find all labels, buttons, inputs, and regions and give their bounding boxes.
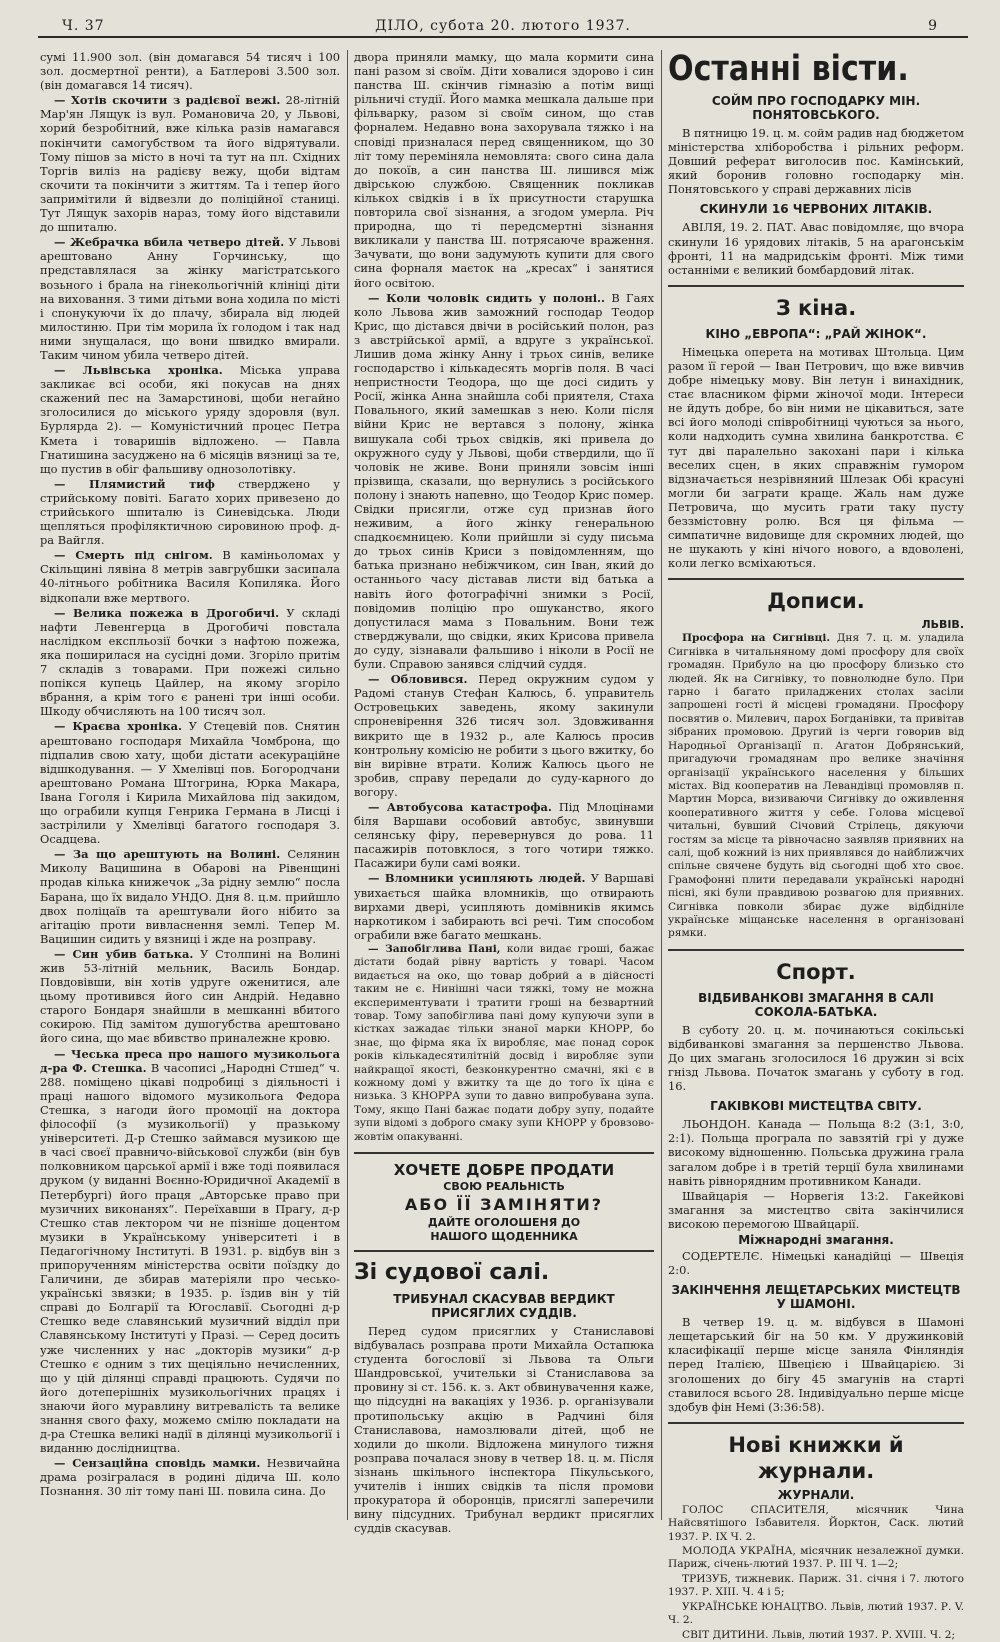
news-item-headline: — Жебрачка вбила четверо дітей.	[54, 235, 285, 250]
news-item-text: Незвичайна драма розігралася в родині дідича Ш. коло Познання. 30 літ тому пані Ш. повила сина. До	[40, 1456, 340, 1499]
news-item-text: коли видає гроші, бажає дістати бодай рівну вартість у товарі. Часом видається на око, що товар добрий а в дійсності таким не є. Нинішні часи тяжкі, тому не можна експериментувати і тратити гроші на безвартний товар. Тому запобіглива пані дому купуючи зупи в кістках зажадає тільки знаної марки КНОРР, бо знає, що фірма яка їх виробляє, має понад сорок років кількадесятилітній досвід і виробляє зупи найкращої якості, безконкурентно смачні, які є в кожному домі у вжитку та ще до того їх ціна є низька. З КНОРРА зупи то давно випробувана зупа. Тому, якщо Пані бажає подати добру зупу, подайте зупи відомі з доброго смаку зупи КНОРР у бровзово-жовтім опакуванні.	[354, 942, 654, 1143]
news-headline-sejm: СОЙМ ПРО ГОСПОДАРКУ МІН. ПОНЯТОВСЬКОГО.	[711, 94, 921, 122]
column-2	[354, 50, 655, 1536]
news-item-text: Міська управа закликає всі особи, які покусав на днях скажений пес на Замарстинові, щоби негайно зголосилися до міського уряду здоровля (вул. Бурлярда 2). — Комуністичний процес Петра Кмета і товаришів відложено. — Павла Гнатишина засуджено на 6 місяців вязниці за те, що пустив в обіг фальшиву однозолотівку.	[40, 363, 341, 476]
news-item-headline: — Вломники усипляють людей.	[368, 871, 586, 886]
sport-hockey-london: ЛЬОНДОН. Канада — Польща 8:2 (3:1, 3:0, 2:1). Польща програла по завзятій грі у дуже високому відношенню. Польська дружина грала загалом добре і в третій терції була хвилинами навіть рівнорядним противником Канади.	[668, 1117, 964, 1188]
sport-section-title: Спорт.	[776, 959, 856, 984]
news-item	[354, 50, 654, 290]
news-item-text: Селянин Миколу Вацишина в Обарові на Рівенщині продав кілька книжечок „За рідну землю“ посла Барана, що їх видало УНДО. Дня 8. ц.м. прийшло двох поліцаїв та арештували його нібито за агітацію проти вивласнення землі. Тепер М. Вацишин сидить у вязниці і жде на розправу.	[40, 847, 340, 946]
news-item-text: 28-літній Мар'ян Лящук із вул. Романовича 20, у Львові, хорий безробітний, вже кілька разів намагався покінчити самогубством та його відрятували. Тому пішов за місто в ночі та тут на пл. Східних Торгів виліз на радієву вежу, щоби відтам скочити та покінчити з життям. Та і тепер його запримітили й відвезли до поліційної станиці. Тут Лящук захорів нараз, тому його відставили до шпиталю.	[40, 93, 340, 235]
letters-headline: Просфора на Сигнівці.	[682, 632, 831, 645]
news-item-headline: — Велика пожежа в Дрогобичі.	[54, 605, 280, 620]
ad-line-4: ДАЙТЕ ОГОЛОШЕНЯ ДО	[427, 1216, 581, 1229]
news-item-headline: — Чеська преса про нашого музикольога д-ра Ф. Стешка.	[40, 1046, 340, 1075]
news-item-headline: — Смерть під снігом.	[54, 548, 213, 563]
section-rule	[668, 578, 964, 580]
journal-item: МОЛОДА УКРАЇНА, місячник незалежної думки. Париж, січень-лютий 1937. Р. III Ч. 1—2;	[668, 1545, 964, 1571]
news-item-headline: — За що арештують на Волині.	[54, 847, 281, 862]
news-item-text: У Львові арештовано Анну Горчинську, що представлялася за жінку магістратського возьного і брала на гінекольогічній клініці діти на виховання. З тими дітьми вона ходила по місті і спонукуючи їх до плачу, збирала від людей милостиню. При тім морила їх голодом і так над ними знущалася, що вони швидко вмирали. Таким чином убила четверо дітей.	[40, 235, 340, 362]
news-headline-planes: СКИНУЛИ 16 ЧЕРВОНИХ ЛІТАКІВ.	[699, 202, 933, 217]
page-header	[38, 16, 968, 38]
news-item	[40, 947, 340, 1046]
news-item	[40, 847, 340, 946]
news-planes: АВІЛЯ, 19. 2. ПАТ. Авас повідомляє, що вчора скинули 16 урядових літаків, 5 на арагонськім фронті, 11 на мадридськім фронті. Між тими останніми є великий бомбардовий літак.	[668, 220, 964, 277]
column-divider	[347, 50, 348, 1520]
news-item-text: В часописі „Народні Стшед“ ч. 288. поміщено цікаві подробиці з діяльності і праці нашого відомого музикольога Федора Стешка, з нагоди його промоції на доктора філософії (з музикольогії) у празькому університеті. Д-р Стешко займався музикою ще в часі своєї правничо-військової служби (він був полковником царської армії і вже тоді появилася друком (у виданні Воєнно-Юридичної Академії в Петербургі) його праця „Авторське право при музичних виконанях“. Переїхавши в Прагу, д-р Стешко став лектором чи не пізніше доцентом музики в Українському університеті і в Педагогічному Інституті. В 1931. р. відбув він з припорученням міністерства освіти поїздку до Галичини, де збирав матеріяли про чесько-українські звязки; в 1935. р. їздив він у тій справі до Болгарії та Югославії. Сьогодні д-р Стешко веде славянський музичний відділ при Славянському Інституті у Празі. — Серед досить уже численних у нас „докторів музики“ д-р Стешко є одним з тих щеціяльно нечисленних, що у цій ділянці справді працюють. Судячи по його дотеперішніх музикольогічних працях і знаючи його муравлину витревалість та велике знання свого фаху, можемо смілю покладати на д-ра Стешка великі надії в ділянці музикольогії і виданню дослідництва.	[40, 1060, 340, 1456]
news-item	[40, 477, 340, 547]
news-item-headline: — Автобусова катастрофа.	[368, 799, 552, 814]
sport-headline-skiing: ЗАКІНЧЕННЯ ЛЕЩЕТАРСЬКИХ МИСТЕЦТВ У ШАМОНІ.	[671, 1283, 961, 1312]
sport-skiing: В четвер 19. ц. м. відбувся в Шамоні лещетарський біг на 50 км. У дружинковій класифікації перше місце заняла Фінляндія перед Італією, Швецією і Швайцарією. Зі зголошених до бігу 45 змагунів на старті ставилося всього 28. Індивідуально перше місце здобув фін Немі (3:36:58).	[668, 1315, 964, 1414]
news-item-headline: — Плямистий тиф	[54, 476, 215, 491]
latest-news-title: Останні вісти.	[668, 49, 909, 89]
sport-headline-volleyball: ВІДБИВАНКОВІ ЗМАГАННЯ В САЛІ СОКОЛА-БАТЬКА.	[698, 990, 934, 1019]
news-item-text: двора приняли мамку, що мала кормити сина пані разом зі своїм. Діти ховалися здорово і син панства Ш. скінчив гімназію а потім вищі рільничі студії. Його мамка мешкала дальше при фільварку, разом зі своїм сином, що став форналем. Недавно вона захорувала тяжко і на сповіді призналася перед священником, що 30 літ тому переміняла немовлята: свого сина дала до покоїв, а син панства Ш. лишився між двірською службою. Священник покликав кількох свідків і в їх присутности старушка повторила свої зізнання, а згодом умерла. Річ природна, що ті передсмертні зізнання викликали у панства Ш. потрясаюче враження. Зачувати, що вони задумують купити для свого сина форналя маєток на „кресах“ і занятися його освітою.	[354, 50, 654, 290]
sport-headline-hockey: ГАКІВКОВІ МИСТЕЦТВА СВІТУ.	[710, 1099, 922, 1114]
news-item-text: В Гаях коло Львова жив заможний господар Теодор Крис, що дістався двічи в російський полон, раз з австрійської армії, а вдруге з української. Лишив дома жінку Анну і трьох синів, велике господарство і кількадесять моргів поля. В часі непристности Теодора, що ще досі сидить у Росії, жінка Анна знайшла собі приятеля, Стаха Повального, який замешкав з нею. Коли після війни Крис не вертався з полону, жінка вишукала собі трьох свідків, які привела до окружного суду у Львові, щоби ствердили, що її чоловік не живе. Вони приняли зовсім інші прізвища, сказали, що вернулись з російського полону і знають напевно, що Теодор Крис помер. Свідки присягли, отже суд признав його неживим, а його жінку генеральною спадкоємницею. Коли прийшли зі суду письма до трьох синів Криси з повідомленням, що батька признано небіжчиком, син Іван, який до останнього часу діставав листи від батька а навіть його фотографічні знимки з Росії, повідомив поліцію про ошуканство, якого допустилася мама з Повальним. Вони теж стверджували, що свідки, яких Крисова привела до суду, зізнавали фальшиво і ніколи в Росії не були. Справою занявся слідчий суддя.	[354, 290, 655, 672]
news-item	[40, 50, 340, 92]
news-item	[354, 672, 654, 799]
advertisement-box	[354, 1152, 654, 1252]
journals-label: ЖУРНАЛИ.	[777, 1487, 855, 1502]
news-item-text: У складі нафти Левенгерца в Дрогобичі повстала наслідком експльозії бочки з нафтою пожежа, яка поширилася на сусідні доми. Згоріло притім 7 складів з товарами. При пожежі сильно попікся купець Цайлер, на якому згоріло вбрання, а крім того є ранені три інші особи. Шкоду обчисляють на 100 тисяч зол.	[40, 605, 341, 719]
journal-item: ГОЛОС СПАСИТЕЛЯ, місячник Чина Найсвятішого Ізбавителя. Йорктон, Саск. лютий 1937. Р. IX Ч. 2.	[668, 1503, 964, 1543]
news-item-headline: — Запобіглива Пані,	[368, 942, 501, 955]
news-item	[40, 548, 340, 604]
ad-line-1: ХОЧЕТЕ ДОБРЕ ПРОДАТИ	[393, 1161, 615, 1179]
news-item-text: У Стецевій пов. Снятин арештовано господаря Михайла Чомброна, що підпалив свою хату, щоби дістати асекураційне відшкодування. — У Хмелівці пов. Богородчани арештовано Романа Штогрина, Юрка Макара, Івана Гоголя і Кирила Михайлова під закидом, що ограбили купця Генрика Германа в Лисці і застрілили у Хмелівці багатого господаря З. Осадцева.	[40, 719, 340, 847]
news-item	[354, 291, 654, 672]
sport-hockey-sodertelje: СОДЕРТЕЛЄ. Німецькі канадійці — Швеція 2:0.	[668, 1249, 964, 1278]
court-headline: ТРИБУНАЛ СКАСУВАВ ВЕРДИКТ ПРИСЯГЛИХ СУДДІВ.	[393, 1292, 615, 1320]
news-item-headline: — Львівська хроніка.	[54, 363, 223, 378]
news-item	[40, 1456, 340, 1498]
letters-text: Дня 7. ц. м. уладила Сигнівка в читальняному домі просфору для своїх громадян. Прибуло на цю просфору близько сто людей. Як на Сигнівку, то повнолюдне було. При гарно і багато приладжених столах засіли запрошені гості й місцеві громадяни. Просфору посвятив о. Милевич, парох Богданівки, та привітав зібраних промовою. Другий із черги говорив від Народньої Організації п. Агатон Добрянський, пригадуючи громадянам про велике значіння організації українського населення у більших містах. Від кооператив на Левандівці промовляв п. Мартин Морса, визиваючи Сигнівку до оживлення кооперативного життя у себе. Голова місцевої читальні, бувший Січовий Стрілець, дякуючи гостям за місце та рівночасно заявляв приявних на салі, щоб кожний із них приявлявся до найближчих спільне свячене будуть від сьогодні щоб хто своє. Грамофонні плити передавали українські народні пісні, які були правдивою розвагою для приявних. Сигнівка повколи збирає дуже відбідніле українське міщанське населення в організовані рямки.	[668, 632, 964, 940]
cinema-section-title: З кіна.	[775, 295, 857, 320]
news-item-text: В каміньоломах у Скільщині лявіна 8 метрів завгрубшки засипала 40-літнього робітника Василя Копиляка. Його відкопали вже мертвого.	[40, 548, 340, 605]
court-section-title: Зі судової салі.	[354, 1260, 550, 1285]
news-item	[40, 93, 340, 234]
sport-volleyball: В суботу 20. ц. м. починаються сокільські відбиванкові змагання за першенство Львова. До цих змагань зголосилося 16 дружин зі всіх гнізд Львова. Початок змагань у суботу в год. 16.	[668, 1022, 964, 1094]
news-item-text: У Столпині на Волині жив 53-літній мельник, Василь Бондар. Повдовівши, він хотів удруге оженитися, але цьому противився його син Андрій. Недавно старого Бондаря знайшли в мешканні вбитого сокирою. Під замітом душогубства арештовано його сина, що має вбивство приналежне кровю.	[40, 946, 340, 1046]
masthead-line: ДІЛО, субота 20. лютого 1937.	[375, 18, 631, 34]
cinema-headline: КІНО „ЕВРОПА“: „РАЙ ЖІНОК“.	[705, 326, 927, 341]
news-item	[40, 235, 340, 362]
news-item	[40, 719, 340, 846]
news-item	[354, 871, 654, 941]
news-item-headline: — Коли чоловік сидить у полоні..	[368, 290, 605, 305]
column-1	[40, 50, 340, 1530]
news-item	[40, 363, 340, 476]
news-sejm: В пятницю 19. ц. м. сойм радив над бюджетом міністерства хліборобства і рільних реформ. Довший реферат виголосив пос. Камінський, який боронив головно господарку мін. Понятовського у справі державних лісів	[668, 126, 964, 197]
letters-section-title: Дописи.	[767, 589, 865, 614]
sport-intl-label: Міжнародні змагання.	[738, 1233, 894, 1247]
column-2-news	[354, 50, 654, 1144]
issue-number: Ч. 37	[62, 18, 105, 34]
news-item-headline: — Краєва хроніка.	[54, 719, 183, 734]
section-rule	[668, 285, 964, 287]
news-item-text: стверджено у стрийському повіті. Багато хорих привезено до стрийського шпиталю із Синевідська. Люди щепляться профіляктичною сировиною проф. д-ра Вайгля.	[40, 476, 340, 548]
news-item-text: Під Млоцінами біля Варшави особовий автобус, звинувши селянську фіру, перевернувся до рова. 11 пасажирів потовклося, з того чотири тяжко. Пасажири були самі вояки.	[354, 799, 655, 871]
section-rule	[668, 1422, 964, 1424]
ad-line-3: АБО ЇЇ ЗАМІНЯТИ?	[404, 1195, 604, 1214]
sport-hockey-swiss: Швайцарія — Норвегія 13:2. Гакейкові змагання за мистецтво світа закінчилися високою перемогою Швайцарії.	[668, 1188, 964, 1231]
cinema-review: Німецька оперета на мотивах Штольца. Цим разом її герой — Іван Петрович, що вже вивчив добре німецьку мову. Він летун і винахідник, стає власником фірми жіночої моди. Інтереси не йдуть добре, бо він ними не цікавиться, зате всі його молоді співробітниці чуються за нього, коли надходить сумна хвилина банкротства. Є тут дві паралельно закохані пари і кілька веселих сцен, в яких справжнім гумором відзначається незрівняний Шлезак Обі красуні могли би заграти краще. Жаль нам дуже Петровича, що мусить грати таку пусту беззмістовну ролю. Вся ця фільма — симпатичне видовище для скромних людей, що не шукають у кіні нічого нового, а вдоволені, коли легко всміхаються.	[668, 344, 964, 571]
news-item-text: У Варшаві увихається шайка вломників, що отвирають вирхами двері, усипляють домівників якимсь наркотиком і забирають всі речі. Тим способом ограбили вже багато мешкань.	[354, 871, 654, 942]
column-3	[668, 49, 964, 1641]
court-article: Перед судом присяглих у Станиславові відбувалась розправа проти Михайла Остапюка студента богословії зі Львова та Ольги Шандровської, учительки зі Станиславова за провину зі ст. 156. к. з. Акт обвинувачення каже, що підсудні на вакаціях у 1936. р. організували протипольську акцію в Радчині біля Станиславова, намозлювали дітей, щоб не ходили до школи. Відложена минулого тижня розправа почалася знову в четвер 18. ц. м. Після зізнань шкільного інспектора Пікульського, учителів і інших свідків та після промови прокуратора й оборонців, присяглі заперечили вину підсудних. Трибунал вердикт присяглих суддів скасував.	[354, 1324, 654, 1536]
journal-item: УКРАЇНСЬКЕ ЮНАЦТВО. Львів, лютий 1937. Р. V. Ч. 2.	[668, 1600, 964, 1627]
journal-item: СВІТ ДИТИНИ. Львів, лютий 1937. Р. XVIII. Ч. 2;	[682, 1628, 956, 1641]
news-item-headline: — Обловився.	[368, 672, 468, 687]
books-section-title: Нові книжки й журнали.	[728, 1432, 904, 1483]
news-item-text: сумі 11.900 зол. (він домагався 54 тисяч і 100 зол. досмертної ренти), а Батлерові 3.500 зол. (він домагався 14 тисяч).	[40, 50, 340, 93]
news-item-text: Перед окружним судом у Радомі станув Стефан Калюсь, б. управитель Островецьких заведень, якому закинули спроневірення 326 тисяч зол. Здовживання викрито ще в 1932 р., але Калюсь просив контрольну комісію не робити з цього вжитку, бо він вирівне втрати. Колиж Калюсь цього не зробив, справу передали до суду-карного до вогору.	[354, 672, 654, 799]
news-item	[354, 800, 654, 870]
column-divider	[661, 50, 662, 1520]
ad-line-5: НАШОГО ЩОДЕННИКА	[430, 1230, 578, 1243]
news-item-headline: — Сензаційна сповідь мамки.	[54, 1456, 261, 1471]
page-number: 9	[928, 18, 938, 34]
news-item	[40, 1047, 340, 1456]
news-item-headline: — Хотів скочити з радієвої вежі.	[54, 93, 281, 108]
news-item	[40, 606, 340, 719]
section-rule	[668, 949, 964, 951]
journal-item: ТРИЗУБ, тижневик. Париж. 31. січня і 7. лютого 1937. Р. XIII. Ч. 4 і 5;	[668, 1572, 964, 1599]
ad-line-2: СВОЮ РЕАЛЬНІСТЬ	[443, 1180, 565, 1193]
news-item	[354, 943, 654, 1144]
news-item-headline: — Син убив батька.	[54, 946, 194, 961]
letters-place: ЛЬВІВ.	[921, 618, 964, 632]
